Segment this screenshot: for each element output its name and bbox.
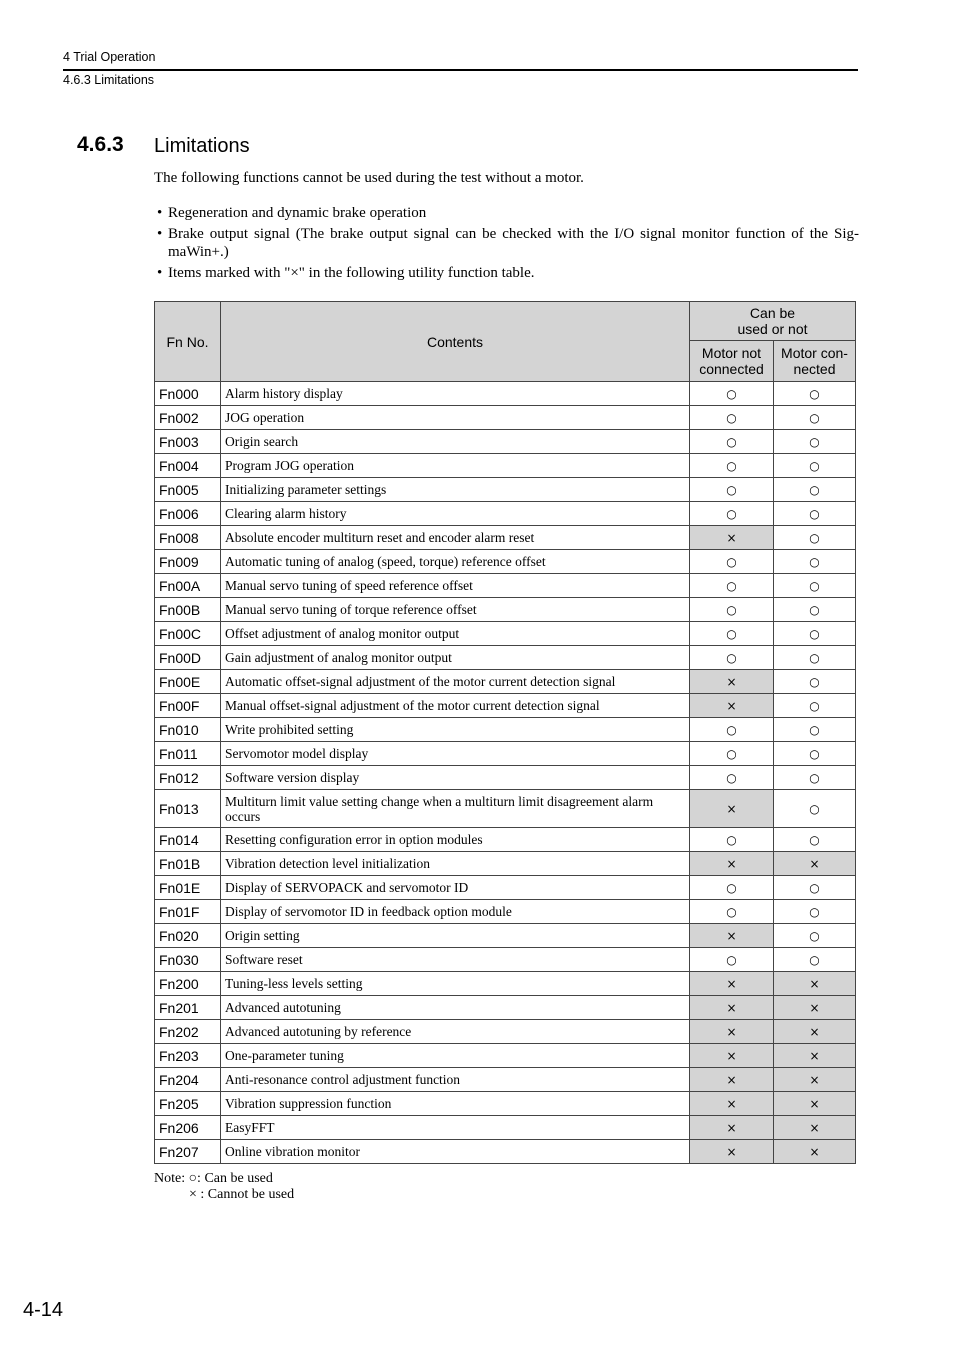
table-row xyxy=(155,718,856,742)
fn-number-cell: Fn00A xyxy=(155,574,221,598)
fn-number-cell: Fn00C xyxy=(155,622,221,646)
section-title: Limitations xyxy=(154,135,250,157)
running-header-chapter: 4 Trial Operation xyxy=(63,50,156,64)
table-row xyxy=(155,996,856,1020)
fn-number-cell: Fn030 xyxy=(155,948,221,972)
header-contents: Contents xyxy=(221,302,690,382)
table-note xyxy=(154,1171,294,1203)
motor-not-connected-cell: × xyxy=(690,670,774,694)
fn-number-cell: Fn01E xyxy=(155,876,221,900)
limitations-list xyxy=(154,204,859,285)
contents-cell: Manual servo tuning of speed reference offset xyxy=(221,574,690,598)
table-row xyxy=(155,948,856,972)
header-can-be-used: Can be used or not xyxy=(690,302,856,341)
fn-number-cell: Fn006 xyxy=(155,502,221,526)
table-row xyxy=(155,924,856,948)
contents-cell: Advanced autotuning xyxy=(221,996,690,1020)
contents-cell: Clearing alarm history xyxy=(221,502,690,526)
table-row xyxy=(155,454,856,478)
motor-connected-cell: × xyxy=(774,1020,856,1044)
contents-cell: JOG operation xyxy=(221,406,690,430)
fn-number-cell: Fn202 xyxy=(155,1020,221,1044)
table-row xyxy=(155,502,856,526)
contents-cell: Absolute encoder multiturn reset and encoder alarm reset xyxy=(221,526,690,550)
bullet-text: Brake output signal (The brake output signal can be checked with the I/O signal monitor function of the Sig-maWin+.) xyxy=(168,226,859,260)
motor-not-connected-cell: ○ xyxy=(690,454,774,478)
fn-number-cell: Fn00E xyxy=(155,670,221,694)
fn-number-cell: Fn003 xyxy=(155,430,221,454)
fn-number-cell: Fn002 xyxy=(155,406,221,430)
motor-not-connected-cell: ○ xyxy=(690,718,774,742)
table-row xyxy=(155,766,856,790)
motor-not-connected-cell: × xyxy=(690,1116,774,1140)
motor-connected-cell: ○ xyxy=(774,622,856,646)
motor-connected-cell: ○ xyxy=(774,948,856,972)
fn-number-cell: Fn200 xyxy=(155,972,221,996)
motor-not-connected-cell: × xyxy=(690,694,774,718)
motor-connected-cell: ○ xyxy=(774,478,856,502)
contents-cell: Resetting configuration error in option modules xyxy=(221,828,690,852)
motor-connected-cell: ○ xyxy=(774,502,856,526)
header-fn-no: Fn No. xyxy=(155,302,221,382)
contents-cell: Software reset xyxy=(221,948,690,972)
contents-cell: Anti-resonance control adjustment function xyxy=(221,1068,690,1092)
motor-not-connected-cell: ○ xyxy=(690,742,774,766)
fn-number-cell: Fn011 xyxy=(155,742,221,766)
motor-not-connected-cell: ○ xyxy=(690,598,774,622)
table-row xyxy=(155,790,856,828)
bullet-icon: • xyxy=(157,265,163,281)
contents-cell: Write prohibited setting xyxy=(221,718,690,742)
motor-not-connected-cell: ○ xyxy=(690,948,774,972)
motor-not-connected-cell: ○ xyxy=(690,478,774,502)
motor-not-connected-cell: × xyxy=(690,924,774,948)
contents-cell: Servomotor model display xyxy=(221,742,690,766)
motor-not-connected-cell: ○ xyxy=(690,900,774,924)
motor-connected-cell: ○ xyxy=(774,828,856,852)
motor-not-connected-cell: ○ xyxy=(690,430,774,454)
motor-not-connected-cell: ○ xyxy=(690,382,774,406)
motor-connected-cell: ○ xyxy=(774,924,856,948)
motor-not-connected-cell: ○ xyxy=(690,502,774,526)
bullet-text: Items marked with "×" in the following utility function table. xyxy=(168,265,535,281)
fn-number-cell: Fn201 xyxy=(155,996,221,1020)
table-row xyxy=(155,1092,856,1116)
table-row xyxy=(155,670,856,694)
table-row xyxy=(155,1140,856,1164)
section-number: 4.6.3 xyxy=(77,133,124,156)
fn-number-cell: Fn009 xyxy=(155,550,221,574)
motor-not-connected-cell: ○ xyxy=(690,766,774,790)
motor-connected-cell: ○ xyxy=(774,406,856,430)
contents-cell: Online vibration monitor xyxy=(221,1140,690,1164)
contents-cell: Initializing parameter settings xyxy=(221,478,690,502)
motor-connected-cell: × xyxy=(774,1116,856,1140)
list-item xyxy=(154,264,859,282)
table-row xyxy=(155,876,856,900)
motor-connected-cell: ○ xyxy=(774,900,856,924)
motor-connected-cell: ○ xyxy=(774,718,856,742)
table-body xyxy=(155,382,856,1164)
motor-not-connected-cell: × xyxy=(690,1020,774,1044)
fn-number-cell: Fn020 xyxy=(155,924,221,948)
header-rule xyxy=(63,69,858,71)
contents-cell: Alarm history display xyxy=(221,382,690,406)
header-motor-not-connected: Motor not connected xyxy=(690,341,774,382)
contents-cell: Program JOG operation xyxy=(221,454,690,478)
fn-number-cell: Fn000 xyxy=(155,382,221,406)
contents-cell: Software version display xyxy=(221,766,690,790)
contents-cell: EasyFFT xyxy=(221,1116,690,1140)
contents-cell: Automatic tuning of analog (speed, torque) reference offset xyxy=(221,550,690,574)
motor-not-connected-cell: × xyxy=(690,852,774,876)
motor-not-connected-cell: × xyxy=(690,790,774,828)
motor-not-connected-cell: × xyxy=(690,996,774,1020)
motor-connected-cell: ○ xyxy=(774,670,856,694)
table-row xyxy=(155,1020,856,1044)
contents-cell: Vibration suppression function xyxy=(221,1092,690,1116)
header-motor-connected: Motor con- nected xyxy=(774,341,856,382)
motor-not-connected-cell: × xyxy=(690,1140,774,1164)
fn-number-cell: Fn012 xyxy=(155,766,221,790)
fn-number-cell: Fn204 xyxy=(155,1068,221,1092)
contents-cell: Manual servo tuning of torque reference offset xyxy=(221,598,690,622)
motor-connected-cell: ○ xyxy=(774,876,856,900)
motor-not-connected-cell: ○ xyxy=(690,876,774,900)
motor-not-connected-cell: × xyxy=(690,526,774,550)
table-row xyxy=(155,478,856,502)
table-row xyxy=(155,598,856,622)
contents-cell: Vibration detection level initialization xyxy=(221,852,690,876)
contents-cell: Origin search xyxy=(221,430,690,454)
contents-cell: Display of SERVOPACK and servomotor ID xyxy=(221,876,690,900)
motor-connected-cell: × xyxy=(774,1068,856,1092)
motor-not-connected-cell: ○ xyxy=(690,828,774,852)
list-item xyxy=(154,225,859,261)
table-row xyxy=(155,1116,856,1140)
motor-connected-cell: ○ xyxy=(774,430,856,454)
table-row xyxy=(155,900,856,924)
note-line-can-be-used: Note: ○: Can be used xyxy=(154,1171,273,1186)
motor-connected-cell: × xyxy=(774,996,856,1020)
fn-number-cell: Fn013 xyxy=(155,790,221,828)
table-row xyxy=(155,550,856,574)
fn-number-cell: Fn00B xyxy=(155,598,221,622)
motor-connected-cell: ○ xyxy=(774,574,856,598)
table-row xyxy=(155,430,856,454)
motor-not-connected-cell: ○ xyxy=(690,406,774,430)
motor-not-connected-cell: × xyxy=(690,1044,774,1068)
motor-not-connected-cell: ○ xyxy=(690,622,774,646)
fn-number-cell: Fn01B xyxy=(155,852,221,876)
table-row xyxy=(155,742,856,766)
fn-number-cell: Fn207 xyxy=(155,1140,221,1164)
motor-connected-cell: × xyxy=(774,852,856,876)
bullet-icon: • xyxy=(157,205,163,221)
motor-connected-cell: × xyxy=(774,972,856,996)
table-row xyxy=(155,574,856,598)
contents-cell: Manual offset-signal adjustment of the motor current detection signal xyxy=(221,694,690,718)
note-line-cannot-be-used: × : Cannot be used xyxy=(189,1187,295,1202)
contents-cell: Origin setting xyxy=(221,924,690,948)
table-row xyxy=(155,828,856,852)
motor-not-connected-cell: ○ xyxy=(690,646,774,670)
table-row xyxy=(155,852,856,876)
contents-cell: Multiturn limit value setting change when a multiturn limit disagreement alarm occurs xyxy=(221,790,690,828)
contents-cell: Display of servomotor ID in feedback option module xyxy=(221,900,690,924)
motor-connected-cell: ○ xyxy=(774,526,856,550)
motor-connected-cell: × xyxy=(774,1044,856,1068)
motor-connected-cell: ○ xyxy=(774,550,856,574)
fn-number-cell: Fn008 xyxy=(155,526,221,550)
running-header-section: 4.6.3 Limitations xyxy=(63,73,155,87)
motor-connected-cell: ○ xyxy=(774,766,856,790)
table-row xyxy=(155,972,856,996)
bullet-text: Regeneration and dynamic brake operation xyxy=(168,205,427,221)
table-row xyxy=(155,622,856,646)
motor-not-connected-cell: × xyxy=(690,1068,774,1092)
fn-number-cell: Fn00D xyxy=(155,646,221,670)
motor-connected-cell: ○ xyxy=(774,790,856,828)
motor-connected-cell: × xyxy=(774,1140,856,1164)
table-row xyxy=(155,646,856,670)
motor-not-connected-cell: ○ xyxy=(690,574,774,598)
motor-not-connected-cell: × xyxy=(690,1092,774,1116)
motor-connected-cell: ○ xyxy=(774,694,856,718)
table-row xyxy=(155,526,856,550)
contents-cell: Automatic offset-signal adjustment of the motor current detection signal xyxy=(221,670,690,694)
contents-cell: Tuning-less levels setting xyxy=(221,972,690,996)
contents-cell: Advanced autotuning by reference xyxy=(221,1020,690,1044)
contents-cell: Offset adjustment of analog monitor output xyxy=(221,622,690,646)
motor-connected-cell: ○ xyxy=(774,382,856,406)
motor-connected-cell: × xyxy=(774,1092,856,1116)
page-number: 4-14 xyxy=(23,1299,64,1321)
table-row xyxy=(155,694,856,718)
table-row xyxy=(155,406,856,430)
contents-cell: Gain adjustment of analog monitor output xyxy=(221,646,690,670)
bullet-icon: • xyxy=(157,226,163,242)
motor-connected-cell: ○ xyxy=(774,646,856,670)
motor-connected-cell: ○ xyxy=(774,598,856,622)
motor-not-connected-cell: ○ xyxy=(690,550,774,574)
fn-number-cell: Fn00F xyxy=(155,694,221,718)
list-item xyxy=(154,204,859,222)
table-row xyxy=(155,382,856,406)
fn-number-cell: Fn203 xyxy=(155,1044,221,1068)
utility-function-table xyxy=(154,301,856,1164)
fn-number-cell: Fn014 xyxy=(155,828,221,852)
contents-cell: One-parameter tuning xyxy=(221,1044,690,1068)
fn-number-cell: Fn01F xyxy=(155,900,221,924)
table-row xyxy=(155,1044,856,1068)
fn-number-cell: Fn005 xyxy=(155,478,221,502)
motor-connected-cell: ○ xyxy=(774,454,856,478)
table-row xyxy=(155,1068,856,1092)
intro-paragraph: The following functions cannot be used during the test without a motor. xyxy=(154,170,584,186)
fn-number-cell: Fn004 xyxy=(155,454,221,478)
motor-connected-cell: ○ xyxy=(774,742,856,766)
fn-number-cell: Fn205 xyxy=(155,1092,221,1116)
fn-number-cell: Fn010 xyxy=(155,718,221,742)
fn-number-cell: Fn206 xyxy=(155,1116,221,1140)
motor-not-connected-cell: × xyxy=(690,972,774,996)
